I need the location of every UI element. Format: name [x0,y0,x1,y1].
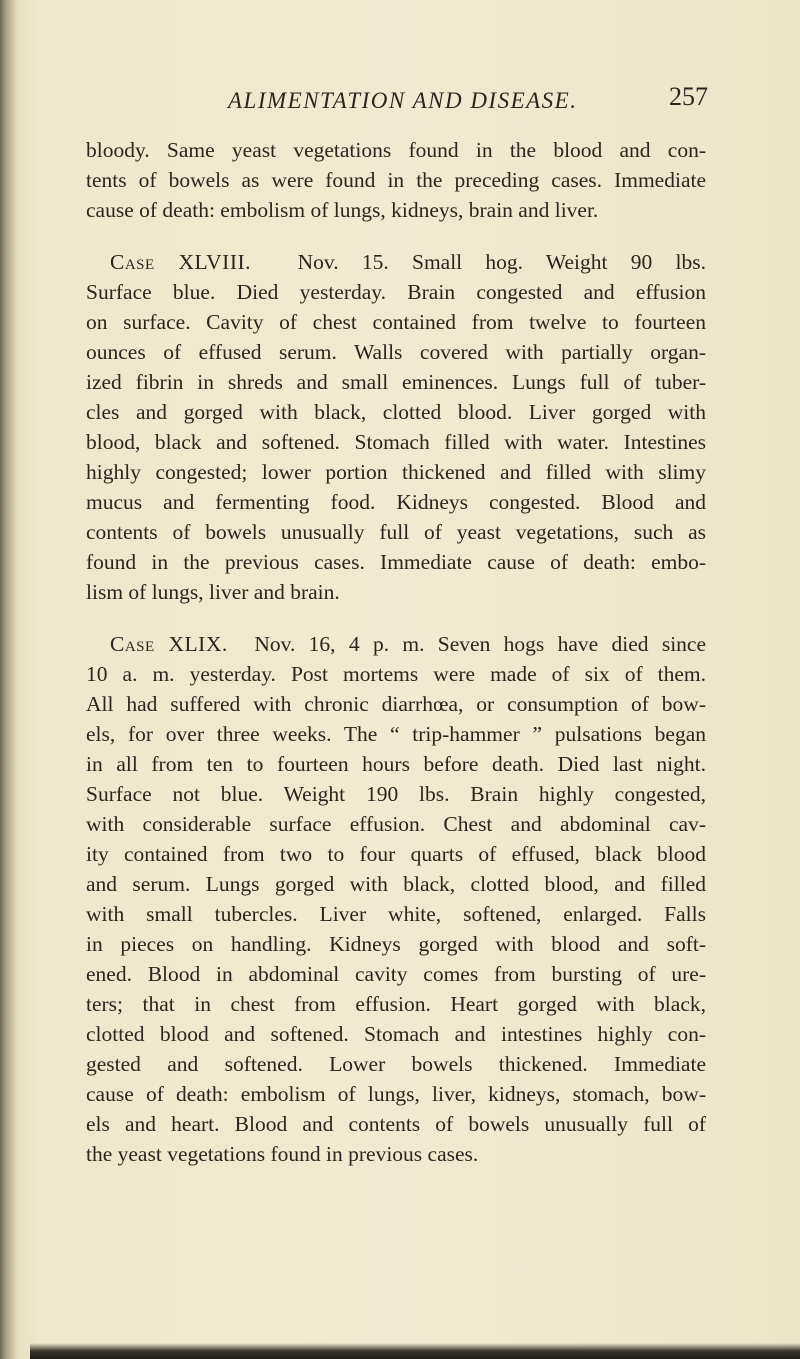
text-line: found in the previous cases. Immediate cause of death: embo- [86,550,706,574]
text-line: gested and softened. Lower bowels thickened. Immediate [86,1052,706,1076]
text-line: els, for over three weeks. The “ trip-hammer ” pulsations began [86,722,706,746]
body-text [86,135,706,1169]
text-line: Surface blue. Died yesterday. Brain congested and effusion [86,280,706,304]
page-bottom-edge [30,1343,800,1359]
text-line [86,247,706,277]
text-line: ters; that in chest from effusion. Heart gorged with black, [86,992,706,1016]
text-line: contents of bowels unusually full of yeast vegetations, such as [86,520,706,544]
case-label: Case XLVIII. [110,250,252,274]
text-line: highly congested; lower portion thickened and filled with slimy [86,460,706,484]
text-line: 10 a. m. yesterday. Post mortems were made of six of them. [86,662,706,686]
text-line: cause of death: embolism of lungs, liver, kidneys, stomach, bow- [86,1082,706,1106]
paragraph-case-xlix [86,629,706,1169]
text-line: with considerable surface effusion. Chest and abdominal cav- [86,812,706,836]
page-header [148,82,708,118]
text-line: blood, black and softened. Stomach filled with water. Intestines [86,430,706,454]
page-number: 257 [669,82,708,111]
text-line: lism of lungs, liver and brain. [86,580,340,604]
text-line: All had suffered with chronic diarrhœa, or consumption of bow- [86,692,706,716]
case-label: Case XLIX. [110,632,228,656]
text-line: on surface. Cavity of chest contained from twelve to fourteen [86,310,706,334]
paragraph-continuation [86,135,706,225]
text-line: in pieces on handling. Kidneys gorged with blood and soft- [86,932,706,956]
text-line: and serum. Lungs gorged with black, clotted blood, and filled [86,872,706,896]
text-line: in all from ten to fourteen hours before death. Died last night. [86,752,706,776]
text-line: ized fibrin in shreds and small eminences. Lungs full of tuber- [86,370,706,394]
text-line: cause of death: embolism of lungs, kidneys, brain and liver. [86,198,599,222]
text-line-content: Nov. 16, 4 p. m. Seven hogs have died since [254,632,706,656]
text-line: els and heart. Blood and contents of bowels unusually full of [86,1112,706,1136]
text-line: cles and gorged with black, clotted blood. Liver gorged with [86,400,706,424]
text-line: the yeast vegetations found in previous cases. [86,1142,479,1166]
text-line: clotted blood and softened. Stomach and intestines highly con- [86,1022,706,1046]
text-line [86,629,706,659]
text-line: mucus and fermenting food. Kidneys congested. Blood and [86,490,706,514]
spine-shadow [0,0,18,1359]
text-line: ounces of effused serum. Walls covered with partially organ- [86,340,706,364]
text-line: with small tubercles. Liver white, softened, enlarged. Falls [86,902,706,926]
text-line: bloody. Same yeast vegetations found in the blood and con- [86,138,706,162]
text-line: tents of bowels as were found in the preceding cases. Immediate [86,168,706,192]
text-line: ity contained from two to four quarts of effused, black blood [86,842,706,866]
text-line-content: Nov. 15. Small hog. Weight 90 lbs. [297,250,706,274]
paragraph-case-xlviii [86,247,706,607]
running-head: ALIMENTATION AND DISEASE. [228,88,578,113]
text-line: ened. Blood in abdominal cavity comes from bursting of ure- [86,962,706,986]
text-line: Surface not blue. Weight 190 lbs. Brain highly congested, [86,782,706,806]
